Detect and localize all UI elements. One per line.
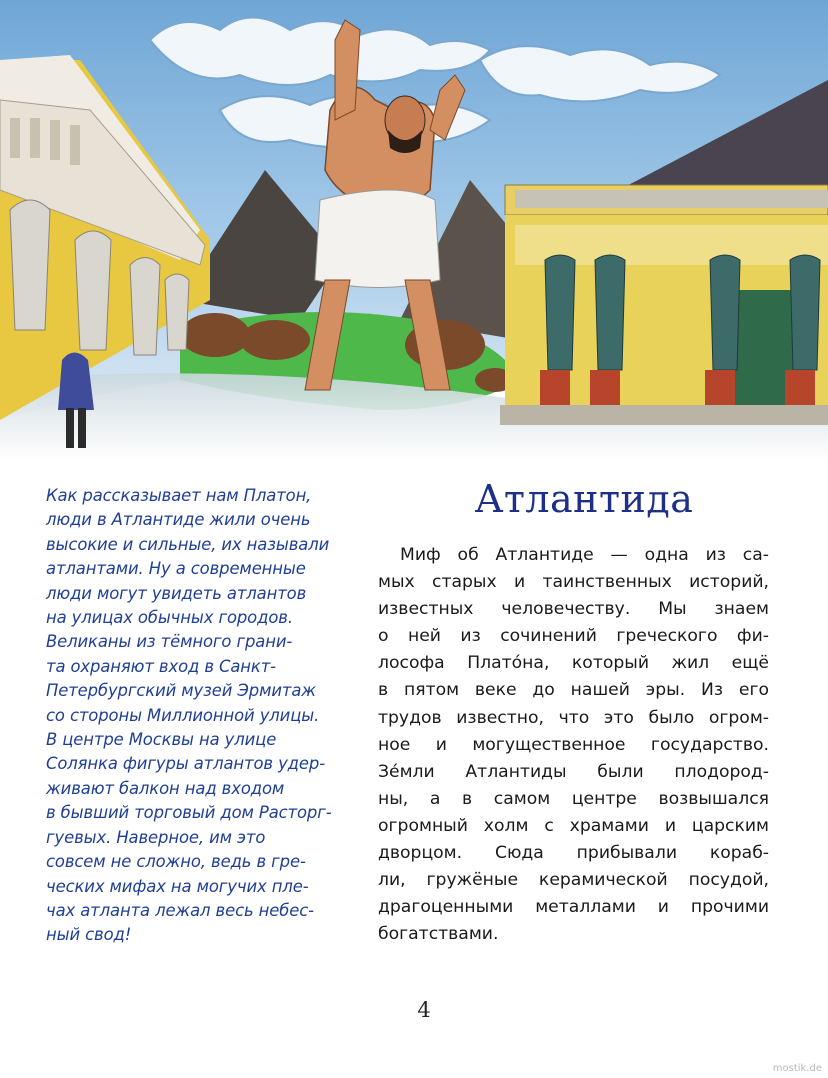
sidebar-line: в бывший торговый дом Расторг-: [46, 803, 332, 823]
body-line: Миф об Атлантиде — одна из са-: [400, 545, 769, 565]
body-line: ны, а в самом центре возвышался: [378, 788, 769, 809]
page-number: 4: [417, 998, 431, 1022]
body-line: ное и могущественное государство.: [378, 734, 769, 755]
sidebar-line: люди могут увидеть атлантов: [46, 583, 307, 603]
body-line: о ней из сочинений греческого фи-: [378, 626, 769, 647]
sidebar-line: Великаны из тёмного грани-: [46, 632, 293, 652]
sidebar-line: атлантами. Ну а современные: [46, 559, 306, 579]
sidebar-line: люди в Атлантиде жили очень: [46, 510, 311, 530]
body-line: драгоценными металлами и прочими: [378, 897, 769, 918]
sidebar-line: Петербургский музей Эрмитаж: [46, 681, 316, 701]
sidebar-line: гуевых. Наверное, им это: [46, 827, 266, 847]
sidebar-line: совсем не сложно, ведь в гре-: [46, 852, 306, 872]
body-line: трудов известно, что это было огром-: [378, 707, 769, 728]
sidebar-line: чах атланта лежал весь небес-: [46, 900, 314, 920]
body-line: известных человечеству. Мы знаем: [378, 599, 769, 620]
article-title: Атлантида: [474, 477, 694, 521]
body-line: Зе́мли Атлантиды были плодород-: [378, 761, 769, 782]
sidebar-line: на улицах обычных городов.: [46, 608, 293, 628]
sidebar-line: та охраняют вход в Санкт-: [46, 656, 276, 676]
atlas-illustration: [0, 0, 828, 460]
sidebar-line: ный свод!: [46, 925, 132, 945]
body-line: богатствами.: [378, 924, 499, 945]
sidebar-line: ческих мифах на могучих пле-: [46, 876, 309, 896]
sidebar-line: живают балкон над входом: [46, 778, 285, 798]
sidebar-line: Как рассказывает нам Платон,: [46, 486, 312, 505]
sidebar-line: Солянка фигуры атлантов удер-: [46, 754, 326, 774]
body-line: в пятом веке до нашей эры. Из его: [378, 680, 769, 701]
sidebar-line: В центре Москвы на улице: [46, 730, 277, 750]
body-line: огромный холм с храмами и царским: [378, 815, 769, 836]
body-line: мых старых и таинственных историй,: [378, 572, 769, 593]
body-line: лософа Плато́на, который жил ещё: [378, 653, 769, 674]
sidebar-italic-text: [46, 484, 358, 948]
watermark: mostik.de: [772, 1063, 822, 1074]
right-building: [500, 185, 828, 425]
article-body: [378, 542, 769, 948]
body-line: дворцом. Сюда прибывали кораб-: [378, 843, 769, 864]
sidebar-line: высокие и сильные, их называли: [46, 534, 330, 554]
sidebar-line: со стороны Миллионной улицы.: [46, 705, 320, 725]
body-line: ли, гружёные керамической посудой,: [378, 870, 769, 891]
